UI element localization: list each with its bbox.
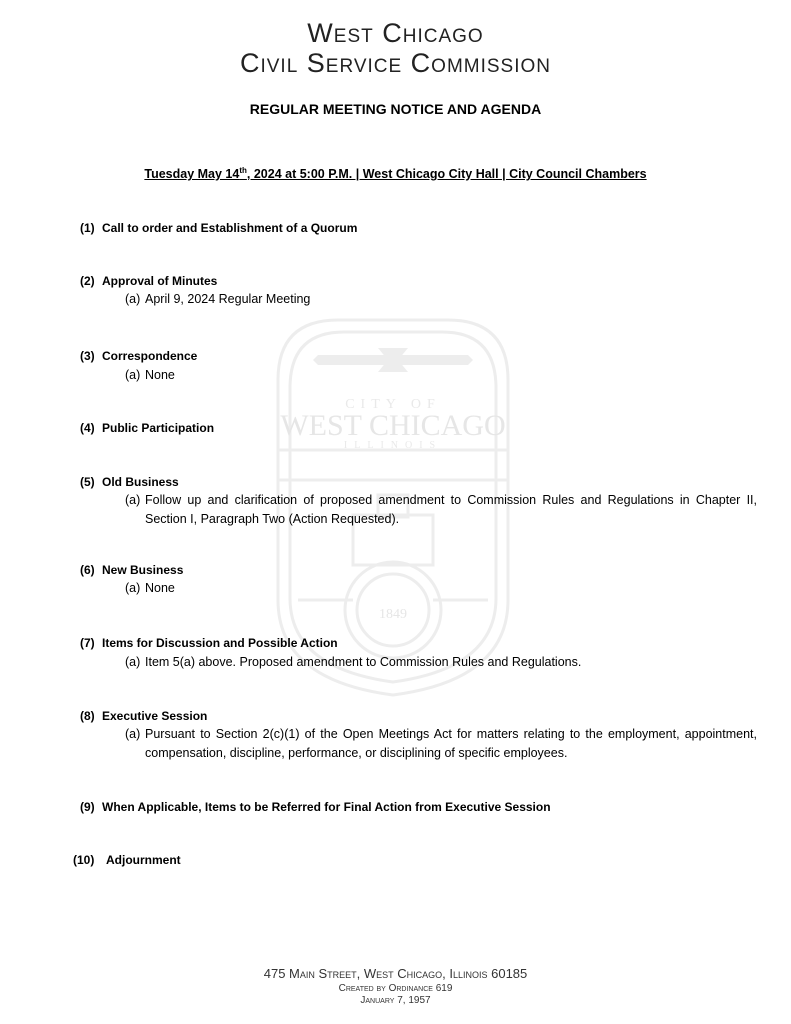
agenda-item-number: (3) [80,349,95,363]
seal-top-text: CITY OF [345,397,441,412]
agenda-item-2 [80,274,217,288]
agenda-item-title: New Business [102,563,184,577]
agenda-item-number: (5) [80,475,95,489]
agenda-subitem-5a [125,491,757,529]
subitem-letter: (a) [125,727,141,741]
seal-state: ILLINOIS [343,440,443,451]
subitem-letter: (a) [125,655,141,669]
subitem-text: Item 5(a) above. Proposed amendment to Commission Rules and Regulations. [145,655,582,669]
agenda-item-title: Old Business [102,475,179,489]
agenda-item-title: Call to order and Establishment of a Quorum [102,221,358,235]
agenda-item-number: (4) [80,421,95,435]
agenda-item-10 [73,853,181,867]
agenda-item-number: (9) [80,800,95,814]
agenda-item-number: (8) [80,709,95,723]
agenda-item-1 [80,221,357,235]
agenda-item-title: Correspondence [102,349,198,363]
agenda-item-7 [80,636,338,650]
agenda-item-8 [80,709,207,723]
subitem-text: Follow up and clarification of proposed amendment to Commission Rules and Regulations in Chapter II, Section I, Paragraph Two (Action Requested). [145,493,757,526]
agenda-item-title: When Applicable, Items to be Referred for Final Action from Executive Session [102,800,551,814]
agenda-item-number: (6) [80,563,95,577]
agenda-subitem-8a [125,725,757,763]
agenda-subitem-7a [125,655,581,669]
subitem-letter: (a) [125,368,141,382]
agenda-item-number: (1) [80,221,95,235]
agenda-item-title: Adjournment [106,853,181,867]
agenda-subitem-6a [125,581,175,595]
meeting-day-ordinal: th [239,165,247,175]
agenda-item-title: Executive Session [102,709,208,723]
agenda-subitem-3a [125,368,175,382]
agenda-item-6 [80,563,183,577]
seal-name: WEST CHICAGO [280,409,506,442]
subitem-letter: (a) [125,292,141,306]
subitem-text: None [145,581,175,595]
subitem-letter: (a) [125,581,141,595]
agenda-subitem-2a [125,292,310,306]
footer-address: 475 Main Street, West Chicago, Illinois 60185 [263,966,528,981]
page-subtitle: REGULAR MEETING NOTICE AND AGENDA [249,101,542,117]
footer-date: January 7, 1957 [360,995,431,1006]
meeting-details: , 2024 at 5:00 P.M. | West Chicago City Hall | City Council Chambers [246,167,647,181]
meeting-info [0,167,791,181]
agenda-item-number: (10) [73,853,95,867]
agenda-item-number: (7) [80,636,95,650]
agenda-item-5 [80,475,179,489]
agenda-item-9 [80,800,551,814]
footer-ordinance: Created by Ordinance 619 [338,983,453,994]
subitem-text: Pursuant to Section 2(c)(1) of the Open Meetings Act for matters relating to the employment, appointment, compensation, discipline, performance, or disciplining of specific employees. [145,727,757,760]
subitem-text: April 9, 2024 Regular Meeting [145,292,311,306]
agenda-item-title: Items for Discussion and Possible Action [102,636,338,650]
meeting-day: Tuesday May 14 [144,167,240,181]
title-line-1: West Chicago [307,18,484,48]
agenda-item-number: (2) [80,274,95,288]
title-line-2: Civil Service Commission [239,48,552,78]
agenda-item-title: Approval of Minutes [102,274,218,288]
subitem-text: None [145,368,175,382]
agenda-item-title: Public Participation [102,421,215,435]
agenda-item-4 [80,421,214,435]
agenda-item-3 [80,349,197,363]
seal-year: 1849 [379,607,407,622]
subitem-letter: (a) [125,493,141,507]
